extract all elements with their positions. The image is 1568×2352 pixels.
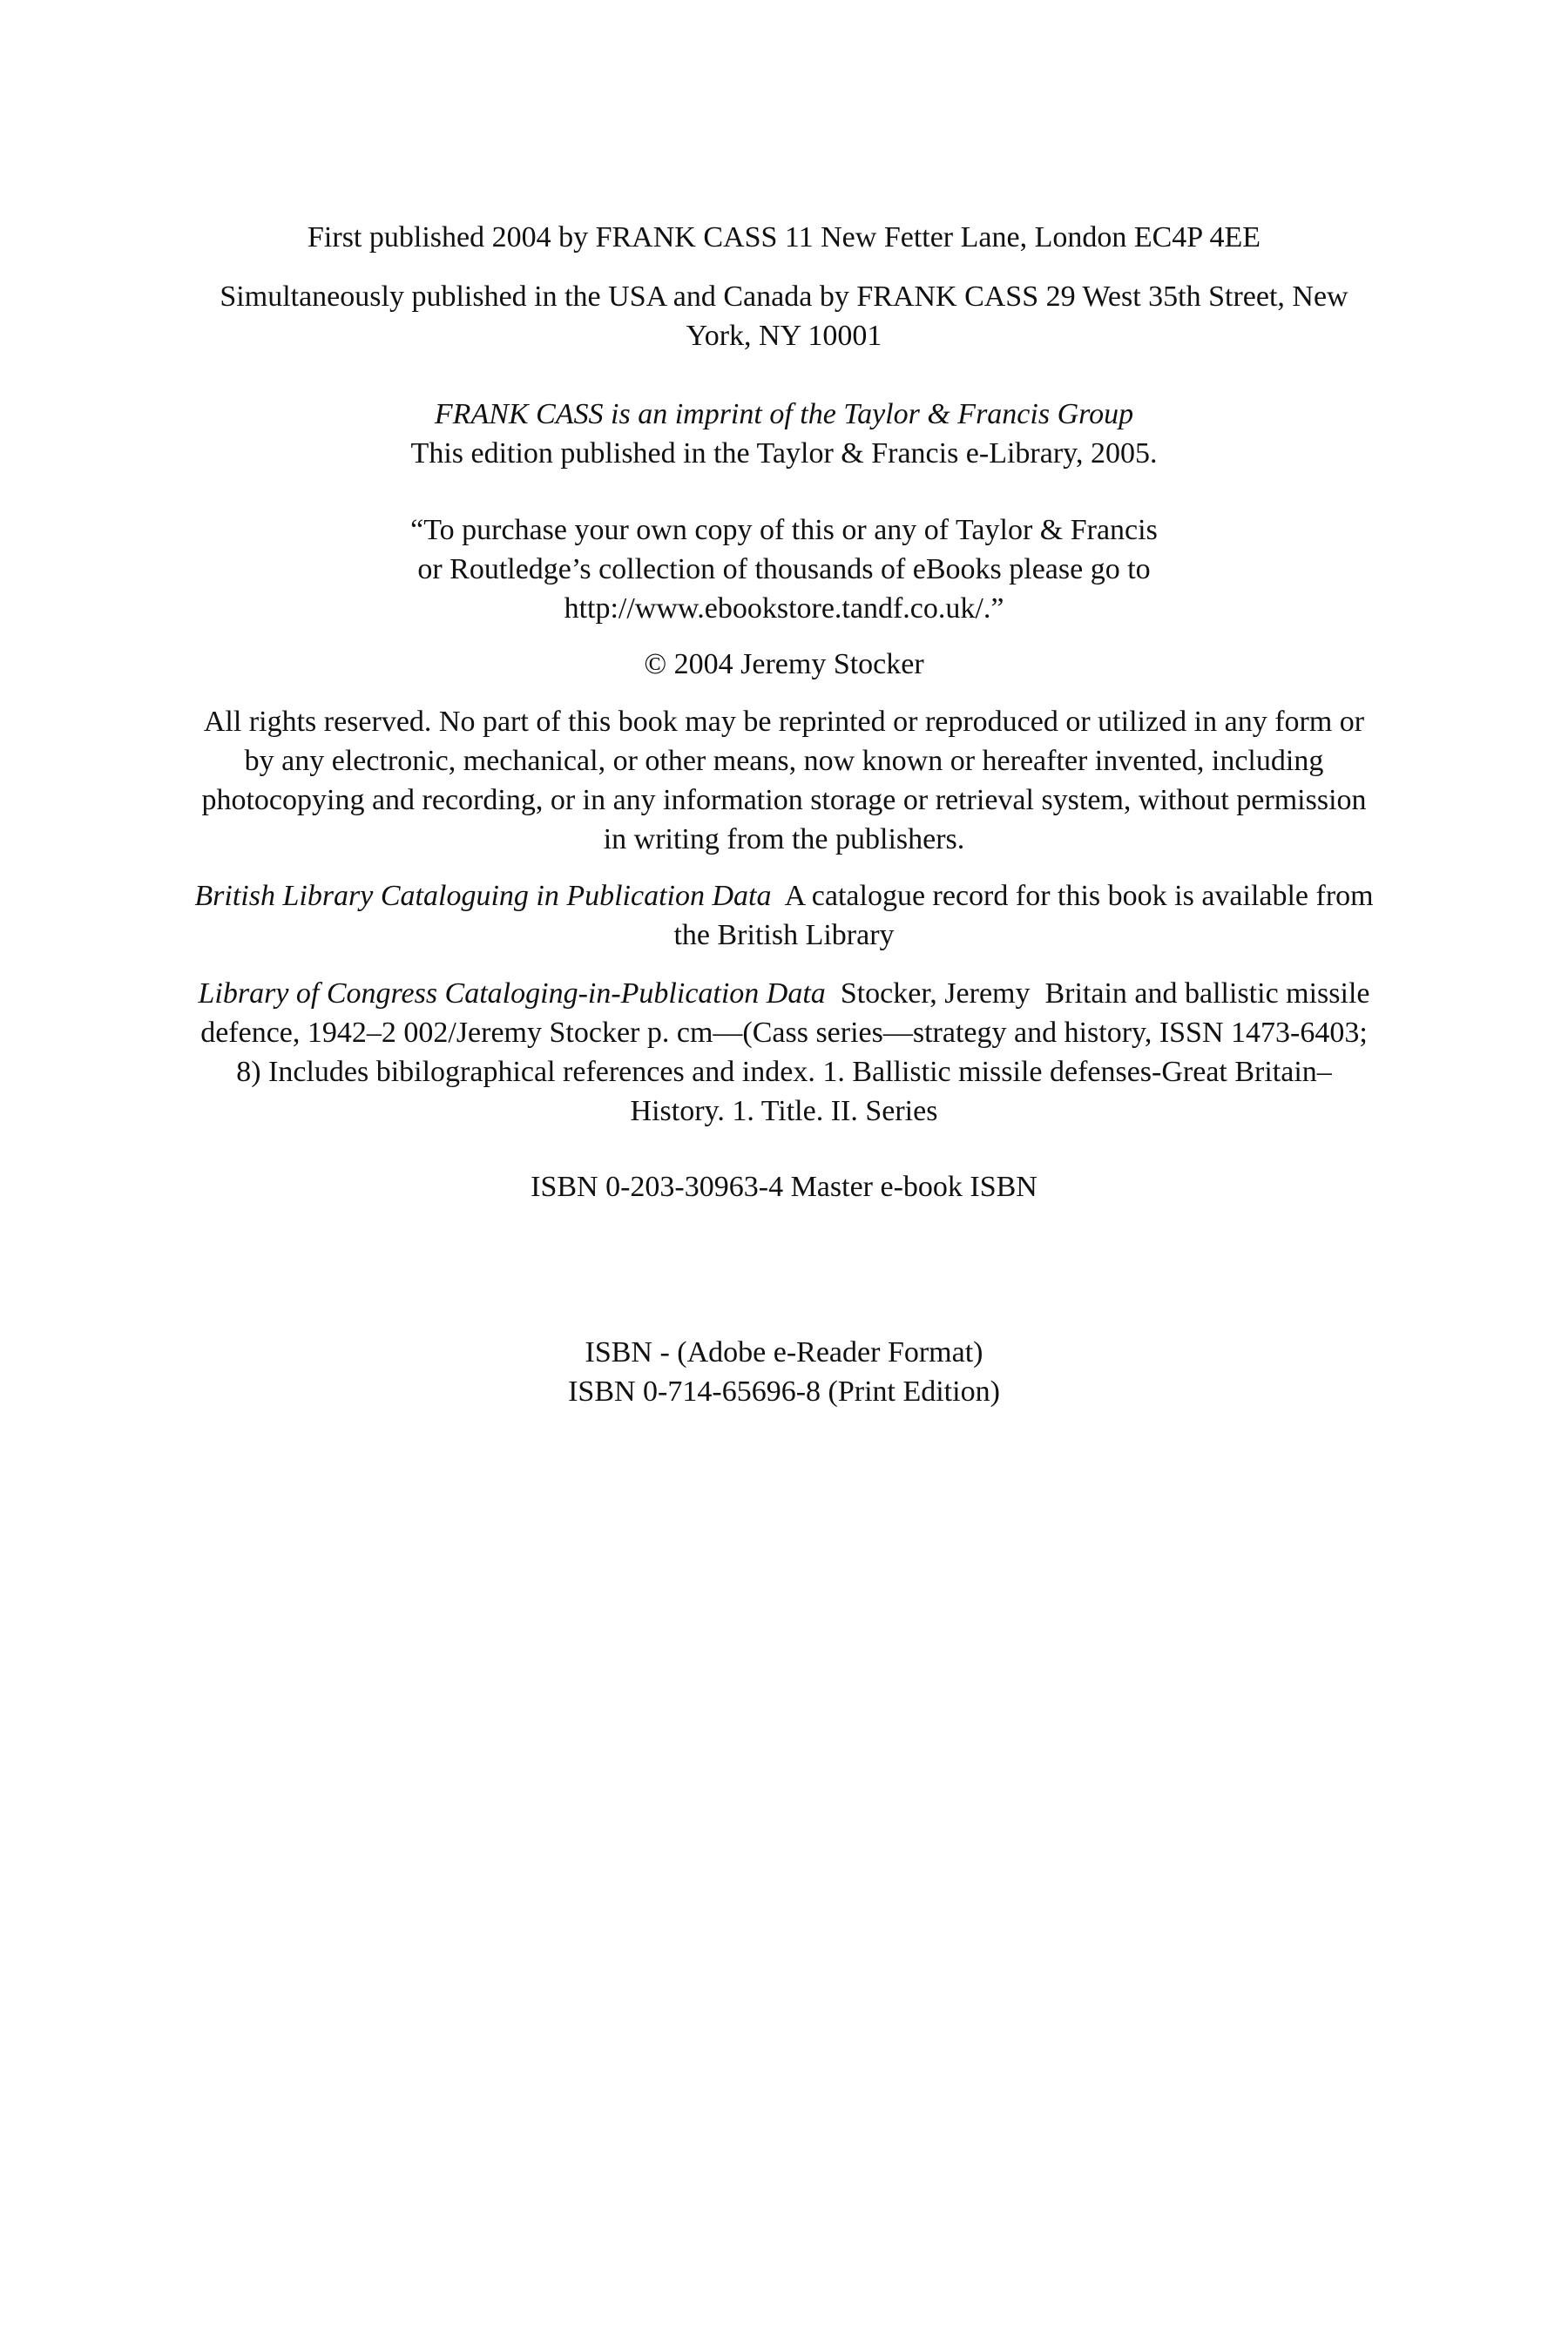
rights-reserved: All rights reserved. No part of this book may be reprinted or reproduced or utilized in any form or by any electronic, mechanical, or other means, now known or hereafter invented, including photocopying and recording, or in any information storage or retrieval system, without permission in writing from the publishers. <box>201 706 1367 855</box>
isbn-formats: ISBN - (Adobe e-Reader Format) ISBN 0-714-65696-8 (Print Edition) <box>568 1336 1000 1408</box>
isbn-master: ISBN 0-203-30963-4 Master e-book ISBN <box>531 1171 1037 1203</box>
simultaneous-publication: Simultaneously published in the USA and Canada by FRANK CASS 29 West 35th Street, New York, NY 10001 <box>220 280 1348 352</box>
first-published-line: First published 2004 by FRANK CASS 11 New Fetter Lane, London EC4P 4EE <box>308 221 1260 253</box>
purchase-notice: “To purchase your own copy of this or any of Taylor & Francis or Routledge’s collection of thousands of eBooks please go to http://www.ebookstore.tandf.co.uk/.” <box>122 510 1446 628</box>
library-of-congress-data: Library of Congress Cataloging-in-Publication Data Stocker, Jeremy Britain and ballistic missile defence, 1942–2 002/Jeremy Stocker p. cm—(Cass series—strategy and history, ISSN 1473-6403; 8) Includes bibilographical references and index. 1. Ballistic missile defenses-Great Britain– History. 1. Title. II. Series <box>198 977 1370 1127</box>
british-library-data: British Library Cataloguing in Publication Data A catalogue record for this book is available from the British Library <box>194 880 1374 951</box>
ebookstore-link[interactable]: http://www.ebookstore.tandf.co.uk/.” <box>564 592 1004 625</box>
imprint-statement: FRANK CASS is an imprint of the Taylor & Francis Group This edition published in the Taylor & Francis e-Library, 2005. <box>410 398 1158 470</box>
copyright-line: © 2004 Jeremy Stocker <box>644 648 924 680</box>
